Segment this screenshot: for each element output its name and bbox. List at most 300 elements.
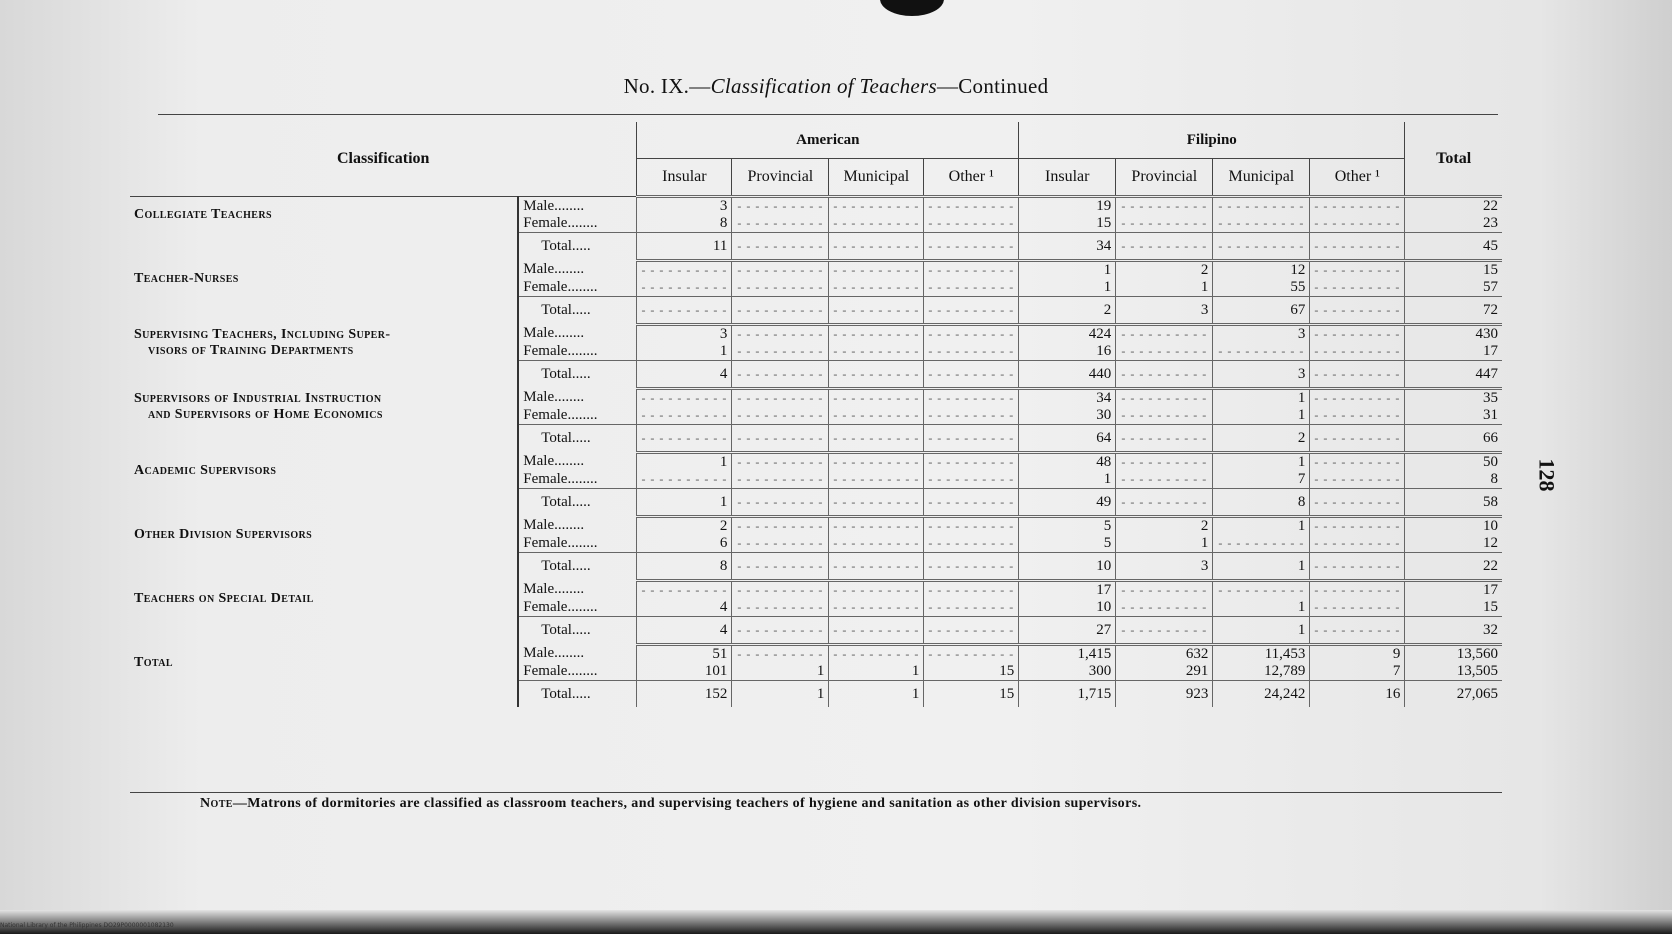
total-label — [518, 425, 637, 453]
header-filipino-insular: Insular — [1019, 159, 1116, 197]
value-cell: 49 — [1019, 489, 1116, 517]
value-cell: 1,715 — [1019, 681, 1116, 708]
value-cell: 1 — [1213, 599, 1310, 617]
category-label-line: Other Division Supervisors — [134, 526, 313, 542]
leader-dots: ........ — [554, 645, 585, 662]
value-cell: 12 — [1213, 261, 1310, 280]
leader-dots: ..... — [571, 366, 591, 383]
empty-cell: - - - - - - - - - - — [829, 645, 924, 664]
table-row — [130, 233, 1502, 261]
value-cell: 3 — [1116, 553, 1213, 581]
empty-cell: - - - - - - - - - - — [1310, 325, 1405, 344]
leader-dots: ..... — [571, 622, 591, 639]
empty-cell: - - - - - - - - - - — [732, 517, 829, 536]
empty-cell: - - - - - - - - - - — [1310, 553, 1405, 581]
leader-dots: ........ — [567, 535, 598, 551]
header-american-provincial: Provincial — [732, 159, 829, 197]
empty-cell: - - - - - - - - - - — [924, 343, 1019, 361]
female-label-text: Female — [523, 535, 568, 551]
value-cell: 632 — [1116, 645, 1213, 664]
row-total-cell: 22 — [1405, 197, 1502, 216]
empty-cell: - - - - - - - - - - — [924, 553, 1019, 581]
value-cell: 4 — [637, 617, 732, 645]
row-total-cell: 66 — [1405, 425, 1502, 453]
value-cell: 12,789 — [1213, 663, 1310, 681]
value-cell: 34 — [1019, 233, 1116, 261]
empty-cell: - - - - - - - - - - — [829, 425, 924, 453]
empty-cell: - - - - - - - - - - — [829, 599, 924, 617]
value-cell: 1 — [1019, 471, 1116, 489]
row-total-cell: 45 — [1405, 233, 1502, 261]
header-filipino: Filipino — [1019, 122, 1405, 159]
female-label — [518, 407, 637, 425]
value-cell: 2 — [1213, 425, 1310, 453]
male-label-text: Male — [523, 581, 555, 598]
female-label-text: Female — [523, 279, 568, 295]
male-label — [518, 453, 637, 472]
category-label — [130, 581, 518, 617]
empty-cell: - - - - - - - - - - — [829, 407, 924, 425]
scan-edge — [0, 910, 1672, 934]
empty-cell: - - - - - - - - - - — [1116, 581, 1213, 600]
classification-table — [130, 122, 1502, 707]
leader-dots: ..... — [571, 685, 591, 702]
empty-cell: - - - - - - - - - - — [829, 361, 924, 389]
scan-footer: National Library of the Philippines DO29P0000001082130 — [0, 922, 174, 929]
empty-cell: - - - - - - - - - - — [1116, 489, 1213, 517]
category-label-blank — [130, 617, 518, 645]
empty-cell: - - - - - - - - - - — [829, 517, 924, 536]
top-rule — [158, 114, 1498, 115]
male-label-text: Male — [523, 645, 555, 662]
table-row — [130, 425, 1502, 453]
empty-cell: - - - - - - - - - - — [829, 453, 924, 472]
empty-cell: - - - - - - - - - - — [1116, 453, 1213, 472]
empty-cell: - - - - - - - - - - — [732, 425, 829, 453]
empty-cell: - - - - - - - - - - — [1213, 233, 1310, 261]
empty-cell: - - - - - - - - - - — [1310, 279, 1405, 297]
header-filipino-provincial: Provincial — [1116, 159, 1213, 197]
empty-cell: - - - - - - - - - - — [732, 279, 829, 297]
value-cell: 24,242 — [1213, 681, 1310, 708]
empty-cell: - - - - - - - - - - — [924, 261, 1019, 280]
empty-cell: - - - - - - - - - - — [924, 361, 1019, 389]
female-label — [518, 343, 637, 361]
table-body — [130, 197, 1502, 708]
table-row — [130, 489, 1502, 517]
value-cell: 48 — [1019, 453, 1116, 472]
value-cell: 1 — [1019, 279, 1116, 297]
empty-cell: - - - - - - - - - - — [732, 233, 829, 261]
value-cell: 4 — [637, 599, 732, 617]
empty-cell: - - - - - - - - - - — [829, 343, 924, 361]
empty-cell: - - - - - - - - - - — [1116, 343, 1213, 361]
leader-dots: ........ — [554, 197, 585, 214]
empty-cell: - - - - - - - - - - — [732, 645, 829, 664]
value-cell: 5 — [1019, 535, 1116, 553]
value-cell: 6 — [637, 535, 732, 553]
empty-cell: - - - - - - - - - - — [637, 389, 732, 408]
leader-dots: ........ — [554, 517, 585, 534]
empty-cell: - - - - - - - - - - — [1213, 197, 1310, 216]
header-classification: Classification — [130, 122, 637, 197]
total-label-text: Total — [541, 238, 572, 255]
table-row — [130, 553, 1502, 581]
empty-cell: - - - - - - - - - - — [924, 599, 1019, 617]
empty-cell: - - - - - - - - - - — [637, 425, 732, 453]
row-total-cell: 31 — [1405, 407, 1502, 425]
empty-cell: - - - - - - - - - - — [829, 535, 924, 553]
female-label — [518, 599, 637, 617]
title-dash: — — [689, 74, 711, 98]
category-label-line: and Supervisors of Home Economics — [148, 406, 383, 422]
value-cell: 1 — [1116, 535, 1213, 553]
total-label — [518, 361, 637, 389]
table-row — [130, 389, 1502, 408]
empty-cell: - - - - - - - - - - — [732, 553, 829, 581]
empty-cell: - - - - - - - - - - — [1310, 581, 1405, 600]
total-label-text: Total — [541, 558, 572, 575]
leader-dots: ........ — [567, 407, 598, 423]
table-row — [130, 197, 1502, 216]
empty-cell: - - - - - - - - - - — [1310, 517, 1405, 536]
leader-dots: ........ — [567, 471, 598, 487]
empty-cell: - - - - - - - - - - — [829, 389, 924, 408]
value-cell: 1 — [637, 343, 732, 361]
value-cell: 152 — [637, 681, 732, 708]
value-cell: 1 — [1213, 517, 1310, 536]
empty-cell: - - - - - - - - - - — [732, 297, 829, 325]
male-label — [518, 581, 637, 600]
empty-cell: - - - - - - - - - - — [1116, 407, 1213, 425]
leader-dots: ........ — [554, 581, 585, 598]
empty-cell: - - - - - - - - - - — [924, 645, 1019, 664]
empty-cell: - - - - - - - - - - — [1116, 325, 1213, 344]
value-cell: 27 — [1019, 617, 1116, 645]
value-cell: 7 — [1213, 471, 1310, 489]
empty-cell: - - - - - - - - - - — [1116, 599, 1213, 617]
total-label-text: Total — [541, 494, 572, 511]
empty-cell: - - - - - - - - - - — [924, 517, 1019, 536]
empty-cell: - - - - - - - - - - — [637, 581, 732, 600]
row-total-cell: 35 — [1405, 389, 1502, 408]
category-label-blank — [130, 489, 518, 517]
total-label — [518, 233, 637, 261]
value-cell: 7 — [1310, 663, 1405, 681]
female-label — [518, 279, 637, 297]
value-cell: 17 — [1019, 581, 1116, 600]
male-label — [518, 261, 637, 280]
empty-cell: - - - - - - - - - - — [924, 453, 1019, 472]
female-label-text: Female — [523, 599, 568, 615]
value-cell: 34 — [1019, 389, 1116, 408]
value-cell: 16 — [1019, 343, 1116, 361]
male-label — [518, 197, 637, 216]
category-label-blank — [130, 425, 518, 453]
empty-cell: - - - - - - - - - - — [924, 297, 1019, 325]
empty-cell: - - - - - - - - - - — [1116, 361, 1213, 389]
leader-dots: ........ — [567, 663, 598, 679]
empty-cell: - - - - - - - - - - — [924, 471, 1019, 489]
value-cell: 101 — [637, 663, 732, 681]
total-label-text: Total — [541, 302, 572, 319]
leader-dots: ..... — [571, 494, 591, 511]
value-cell: 8 — [637, 553, 732, 581]
leader-dots: ........ — [567, 215, 598, 231]
empty-cell: - - - - - - - - - - — [637, 471, 732, 489]
female-label-text: Female — [523, 215, 568, 231]
row-total-cell: 15 — [1405, 261, 1502, 280]
male-label-text: Male — [523, 517, 555, 534]
empty-cell: - - - - - - - - - - — [732, 197, 829, 216]
value-cell: 1 — [829, 663, 924, 681]
title-continued: —Continued — [936, 74, 1049, 98]
empty-cell: - - - - - - - - - - — [924, 535, 1019, 553]
empty-cell: - - - - - - - - - - — [637, 279, 732, 297]
male-label — [518, 325, 637, 344]
value-cell: 3 — [637, 325, 732, 344]
value-cell: 1 — [637, 489, 732, 517]
category-label — [130, 517, 518, 553]
empty-cell: - - - - - - - - - - — [829, 471, 924, 489]
empty-cell: - - - - - - - - - - — [732, 489, 829, 517]
male-label — [518, 517, 637, 536]
value-cell: 10 — [1019, 553, 1116, 581]
value-cell: 1 — [1213, 553, 1310, 581]
title-number: No. IX. — [623, 74, 690, 98]
empty-cell: - - - - - - - - - - — [829, 581, 924, 600]
male-label-text: Male — [523, 325, 555, 342]
male-label-text: Male — [523, 261, 555, 278]
empty-cell: - - - - - - - - - - — [829, 215, 924, 233]
empty-cell: - - - - - - - - - - — [1213, 581, 1310, 600]
category-label-line: Supervising Teachers, Including Super- — [134, 326, 391, 342]
empty-cell: - - - - - - - - - - — [637, 297, 732, 325]
value-cell: 1 — [1213, 453, 1310, 472]
row-total-cell: 15 — [1405, 599, 1502, 617]
category-label-line: Total — [134, 654, 173, 670]
empty-cell: - - - - - - - - - - — [924, 233, 1019, 261]
empty-cell: - - - - - - - - - - — [1213, 535, 1310, 553]
row-total-cell: 12 — [1405, 535, 1502, 553]
category-label-line: visors of Training Departments — [148, 342, 354, 358]
female-label-text: Female — [523, 471, 568, 487]
value-cell: 15 — [924, 663, 1019, 681]
empty-cell: - - - - - - - - - - — [732, 471, 829, 489]
female-label-text: Female — [523, 663, 568, 679]
row-total-cell: 17 — [1405, 343, 1502, 361]
empty-cell: - - - - - - - - - - — [732, 261, 829, 280]
empty-cell: - - - - - - - - - - — [924, 407, 1019, 425]
value-cell: 1 — [1213, 389, 1310, 408]
category-label-blank — [130, 297, 518, 325]
table-row — [130, 361, 1502, 389]
total-label — [518, 553, 637, 581]
table-row — [130, 517, 1502, 536]
table-row — [130, 297, 1502, 325]
total-label — [518, 681, 637, 708]
empty-cell: - - - - - - - - - - — [1310, 535, 1405, 553]
row-total-cell: 8 — [1405, 471, 1502, 489]
empty-cell: - - - - - - - - - - — [1310, 407, 1405, 425]
empty-cell: - - - - - - - - - - — [924, 581, 1019, 600]
value-cell: 15 — [1019, 215, 1116, 233]
row-total-cell: 430 — [1405, 325, 1502, 344]
header-american-insular: Insular — [637, 159, 732, 197]
leader-dots: ........ — [554, 453, 585, 470]
header-american-other: Other ¹ — [924, 159, 1019, 197]
value-cell: 55 — [1213, 279, 1310, 297]
empty-cell: - - - - - - - - - - — [637, 407, 732, 425]
female-label-text: Female — [523, 343, 568, 359]
row-total-cell: 50 — [1405, 453, 1502, 472]
category-label-line: Academic Supervisors — [134, 462, 277, 478]
female-label — [518, 663, 637, 681]
row-total-cell: 22 — [1405, 553, 1502, 581]
value-cell: 3 — [1213, 325, 1310, 344]
empty-cell: - - - - - - - - - - — [924, 215, 1019, 233]
page-number: 128 — [1534, 458, 1560, 492]
empty-cell: - - - - - - - - - - — [1310, 343, 1405, 361]
empty-cell: - - - - - - - - - - — [1310, 489, 1405, 517]
row-total-cell: 13,505 — [1405, 663, 1502, 681]
female-label — [518, 215, 637, 233]
page-title — [0, 74, 1672, 99]
value-cell: 67 — [1213, 297, 1310, 325]
total-label-text: Total — [541, 685, 572, 702]
row-total-cell: 447 — [1405, 361, 1502, 389]
value-cell: 30 — [1019, 407, 1116, 425]
value-cell: 2 — [1019, 297, 1116, 325]
female-label — [518, 471, 637, 489]
value-cell: 300 — [1019, 663, 1116, 681]
value-cell: 19 — [1019, 197, 1116, 216]
total-label — [518, 489, 637, 517]
table-row — [130, 261, 1502, 280]
category-label-blank — [130, 681, 518, 708]
empty-cell: - - - - - - - - - - — [1116, 215, 1213, 233]
header-american: American — [637, 122, 1019, 159]
empty-cell: - - - - - - - - - - — [1116, 617, 1213, 645]
value-cell: 424 — [1019, 325, 1116, 344]
value-cell: 64 — [1019, 425, 1116, 453]
empty-cell: - - - - - - - - - - — [637, 261, 732, 280]
value-cell: 16 — [1310, 681, 1405, 708]
value-cell: 51 — [637, 645, 732, 664]
header-total: Total — [1405, 122, 1502, 197]
leader-dots: ........ — [554, 261, 585, 278]
row-total-cell: 57 — [1405, 279, 1502, 297]
empty-cell: - - - - - - - - - - — [829, 325, 924, 344]
category-label-blank — [130, 233, 518, 261]
note-text: —Matrons of dormitories are classified as classroom teachers, and supervising teachers of hygiene and sanitation as other division supervisors. — [232, 796, 1142, 811]
empty-cell: - - - - - - - - - - — [924, 325, 1019, 344]
value-cell: 1 — [829, 681, 924, 708]
empty-cell: - - - - - - - - - - — [829, 233, 924, 261]
empty-cell: - - - - - - - - - - — [1310, 297, 1405, 325]
table-row — [130, 645, 1502, 664]
empty-cell: - - - - - - - - - - — [1310, 261, 1405, 280]
value-cell: 1 — [637, 453, 732, 472]
empty-cell: - - - - - - - - - - — [1310, 617, 1405, 645]
empty-cell: - - - - - - - - - - — [829, 197, 924, 216]
value-cell: 8 — [1213, 489, 1310, 517]
category-label-blank — [130, 361, 518, 389]
empty-cell: - - - - - - - - - - — [829, 617, 924, 645]
empty-cell: - - - - - - - - - - — [1116, 389, 1213, 408]
title-italic: Classification of Teachers — [710, 74, 937, 98]
value-cell: 1 — [1019, 261, 1116, 280]
empty-cell: - - - - - - - - - - — [1310, 599, 1405, 617]
value-cell: 1 — [1213, 617, 1310, 645]
leader-dots: ........ — [567, 279, 598, 295]
empty-cell: - - - - - - - - - - — [732, 361, 829, 389]
category-label — [130, 325, 518, 361]
row-total-cell: 58 — [1405, 489, 1502, 517]
row-total-cell: 23 — [1405, 215, 1502, 233]
empty-cell: - - - - - - - - - - — [1116, 233, 1213, 261]
empty-cell: - - - - - - - - - - — [732, 343, 829, 361]
table-row — [130, 617, 1502, 645]
leader-dots: ..... — [571, 430, 591, 447]
category-label — [130, 197, 518, 233]
total-label — [518, 617, 637, 645]
empty-cell: - - - - - - - - - - — [732, 453, 829, 472]
empty-cell: - - - - - - - - - - — [1310, 361, 1405, 389]
leader-dots: ........ — [554, 325, 585, 342]
table-row — [130, 453, 1502, 472]
value-cell: 2 — [637, 517, 732, 536]
value-cell: 8 — [637, 215, 732, 233]
bottom-rule — [130, 792, 1502, 793]
leader-dots: ........ — [567, 599, 598, 615]
value-cell: 11 — [637, 233, 732, 261]
empty-cell: - - - - - - - - - - — [1310, 425, 1405, 453]
empty-cell: - - - - - - - - - - — [829, 297, 924, 325]
value-cell: 3 — [1213, 361, 1310, 389]
empty-cell: - - - - - - - - - - — [1213, 343, 1310, 361]
category-label-blank — [130, 553, 518, 581]
total-label-text: Total — [541, 366, 572, 383]
male-label-text: Male — [523, 197, 555, 214]
value-cell: 11,453 — [1213, 645, 1310, 664]
leader-dots: ..... — [571, 558, 591, 575]
male-label-text: Male — [523, 389, 555, 406]
empty-cell: - - - - - - - - - - — [732, 325, 829, 344]
empty-cell: - - - - - - - - - - — [1116, 197, 1213, 216]
category-label-line: Teacher-Nurses — [134, 270, 239, 286]
empty-cell: - - - - - - - - - - — [1116, 471, 1213, 489]
value-cell: 923 — [1116, 681, 1213, 708]
empty-cell: - - - - - - - - - - — [1310, 389, 1405, 408]
leader-dots: ........ — [554, 389, 585, 406]
value-cell: 440 — [1019, 361, 1116, 389]
empty-cell: - - - - - - - - - - — [1310, 215, 1405, 233]
value-cell: 1 — [1116, 279, 1213, 297]
empty-cell: - - - - - - - - - - — [732, 389, 829, 408]
category-label — [130, 389, 518, 425]
empty-cell: - - - - - - - - - - — [829, 553, 924, 581]
empty-cell: - - - - - - - - - - — [1310, 471, 1405, 489]
empty-cell: - - - - - - - - - - — [924, 279, 1019, 297]
category-label — [130, 453, 518, 489]
row-total-cell: 10 — [1405, 517, 1502, 536]
empty-cell: - - - - - - - - - - — [1213, 215, 1310, 233]
category-label — [130, 645, 518, 681]
value-cell: 5 — [1019, 517, 1116, 536]
table-row — [130, 325, 1502, 344]
male-label-text: Male — [523, 453, 555, 470]
